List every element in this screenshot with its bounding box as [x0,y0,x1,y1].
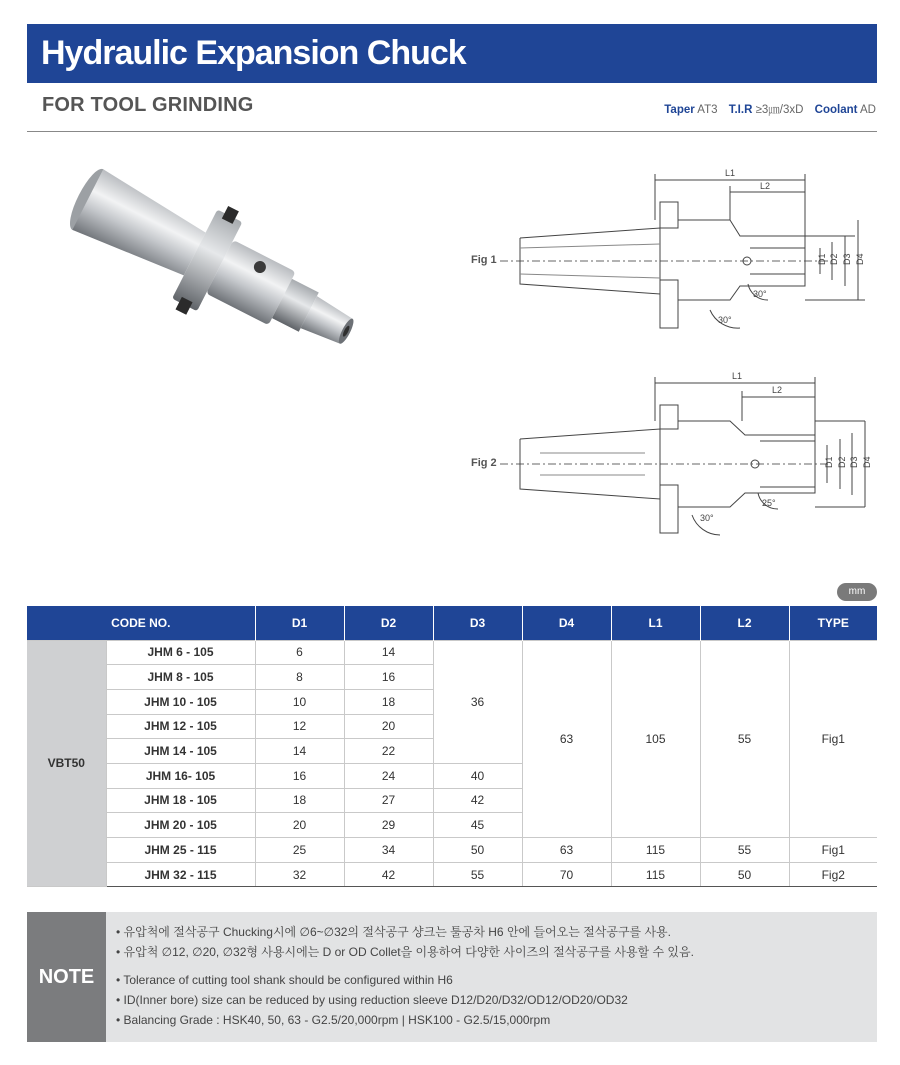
d3-merged-cell: 36 [433,640,522,763]
l1-cell: 115 [611,862,700,887]
d2-cell: 27 [344,788,433,813]
d4-merged-cell: 63 [522,640,611,838]
d2-cell: 42 [344,862,433,887]
d3-cell: 42 [433,788,522,813]
code-cell: JHM 8 - 105 [106,665,255,690]
header-divider [27,131,877,132]
d4-cell: 70 [522,862,611,887]
code-cell: JHM 32 - 115 [106,862,255,887]
header-d2: D2 [344,606,433,640]
note-box [27,912,877,1042]
subtitle: FOR TOOL GRINDING [42,94,254,116]
group-cell: VBT50 [27,640,106,887]
table-row [27,862,877,887]
fig2-d1-label: D1 [824,456,834,468]
fig2-d4-label: D4 [862,456,872,468]
code-cell: JHM 6 - 105 [106,640,255,665]
d1-cell: 6 [255,640,344,665]
title-bar [27,24,877,83]
type-cell: Fig2 [789,862,877,887]
l1-cell: 115 [611,838,700,863]
header-l1: L1 [611,606,700,640]
table-row [27,838,877,863]
fig1-d2-label: D2 [829,253,839,265]
d2-cell: 29 [344,813,433,838]
d1-cell: 8 [255,665,344,690]
fig2-label: Fig 2 [471,457,497,469]
tir-value: ≥3㎛/3xD [755,104,804,116]
d2-cell: 18 [344,689,433,714]
header-d4: D4 [522,606,611,640]
table-header-row [27,606,877,640]
header-code-no: CODE NO. [27,606,255,640]
d2-cell: 20 [344,714,433,739]
taper-label: Taper [664,104,695,116]
d3-cell: 45 [433,813,522,838]
header-d3: D3 [433,606,522,640]
fig1-d4-label: D4 [855,253,865,265]
d1-cell: 12 [255,714,344,739]
note-label: NOTE [27,912,106,1042]
type-cell: Fig1 [789,838,877,863]
d4-cell: 63 [522,838,611,863]
note-line: • Balancing Grade : HSK40, 50, 63 - G2.5/20,000rpm | HSK100 - G2.5/15,000rpm [116,1013,551,1027]
spec-table [27,606,877,887]
note-line: • 유압척 ∅12, ∅20, ∅32형 사용시에는 D or OD Collet을 이용하여 다양한 사이즈의 절삭공구를 사용할 수 있음. [116,945,694,959]
code-cell: JHM 18 - 105 [106,788,255,813]
spec-summary [664,101,876,117]
code-cell: JHM 25 - 115 [106,838,255,863]
code-cell: JHM 16- 105 [106,763,255,788]
d1-cell: 18 [255,788,344,813]
fig1-angle-a: 30° [718,315,732,325]
code-cell: JHM 14 - 105 [106,739,255,764]
header-type: TYPE [789,606,877,640]
code-cell: JHM 12 - 105 [106,714,255,739]
d2-cell: 16 [344,665,433,690]
fig2-angle-a: 30° [700,513,714,523]
fig2-drawing [470,365,880,545]
code-cell: JHM 20 - 105 [106,813,255,838]
d1-cell: 20 [255,813,344,838]
d1-cell: 14 [255,739,344,764]
d3-cell: 50 [433,838,522,863]
fig1-angle-b: 30° [753,289,767,299]
l2-merged-cell: 55 [700,640,789,838]
d1-cell: 32 [255,862,344,887]
d2-cell: 22 [344,739,433,764]
type-merged-cell: Fig1 [789,640,877,838]
tir-label: T.I.R [728,104,753,116]
table-row [27,640,877,665]
d1-cell: 25 [255,838,344,863]
note-line: • Tolerance of cutting tool shank should be configured within H6 [116,973,453,987]
coolant-value: AD [860,104,876,116]
fig2-l2-label: L2 [772,385,783,395]
code-cell: JHM 10 - 105 [106,689,255,714]
d2-cell: 24 [344,763,433,788]
d2-cell: 14 [344,640,433,665]
fig2-d2-label: D2 [837,456,847,468]
note-line: • ID(Inner bore) size can be reduced by using reduction sleeve D12/D20/D32/OD12/OD20/OD32 [116,993,628,1007]
header-d1: D1 [255,606,344,640]
d1-cell: 16 [255,763,344,788]
header-l2: L2 [700,606,789,640]
fig1-drawing [470,160,880,340]
product-photo [38,152,378,392]
d3-cell: 55 [433,862,522,887]
fig1-l2-label: L2 [760,181,771,191]
note-line: • 유압척에 절삭공구 Chucking시에 ∅6~∅32의 절삭공구 샹크는 툴공차 H6 안에 들어오는 절삭공구를 사용. [116,925,671,939]
page-title: Hydraulic Expansion Chuck [41,34,466,72]
fig1-d1-label: D1 [817,253,827,265]
fig1-d3-label: D3 [842,253,852,265]
l2-cell: 55 [700,838,789,863]
d3-cell: 40 [433,763,522,788]
d1-cell: 10 [255,689,344,714]
l2-cell: 50 [700,862,789,887]
d2-cell: 34 [344,838,433,863]
taper-value: AT3 [697,104,718,116]
fig1-l1-label: L1 [725,168,736,178]
fig2-d3-label: D3 [849,456,859,468]
coolant-label: Coolant [814,104,858,116]
fig1-label: Fig 1 [471,254,497,266]
l1-merged-cell: 105 [611,640,700,838]
fig2-l1-label: L1 [732,371,743,381]
unit-badge: mm [837,583,877,601]
note-list [116,922,694,1030]
fig2-angle-b: 25° [762,498,776,508]
